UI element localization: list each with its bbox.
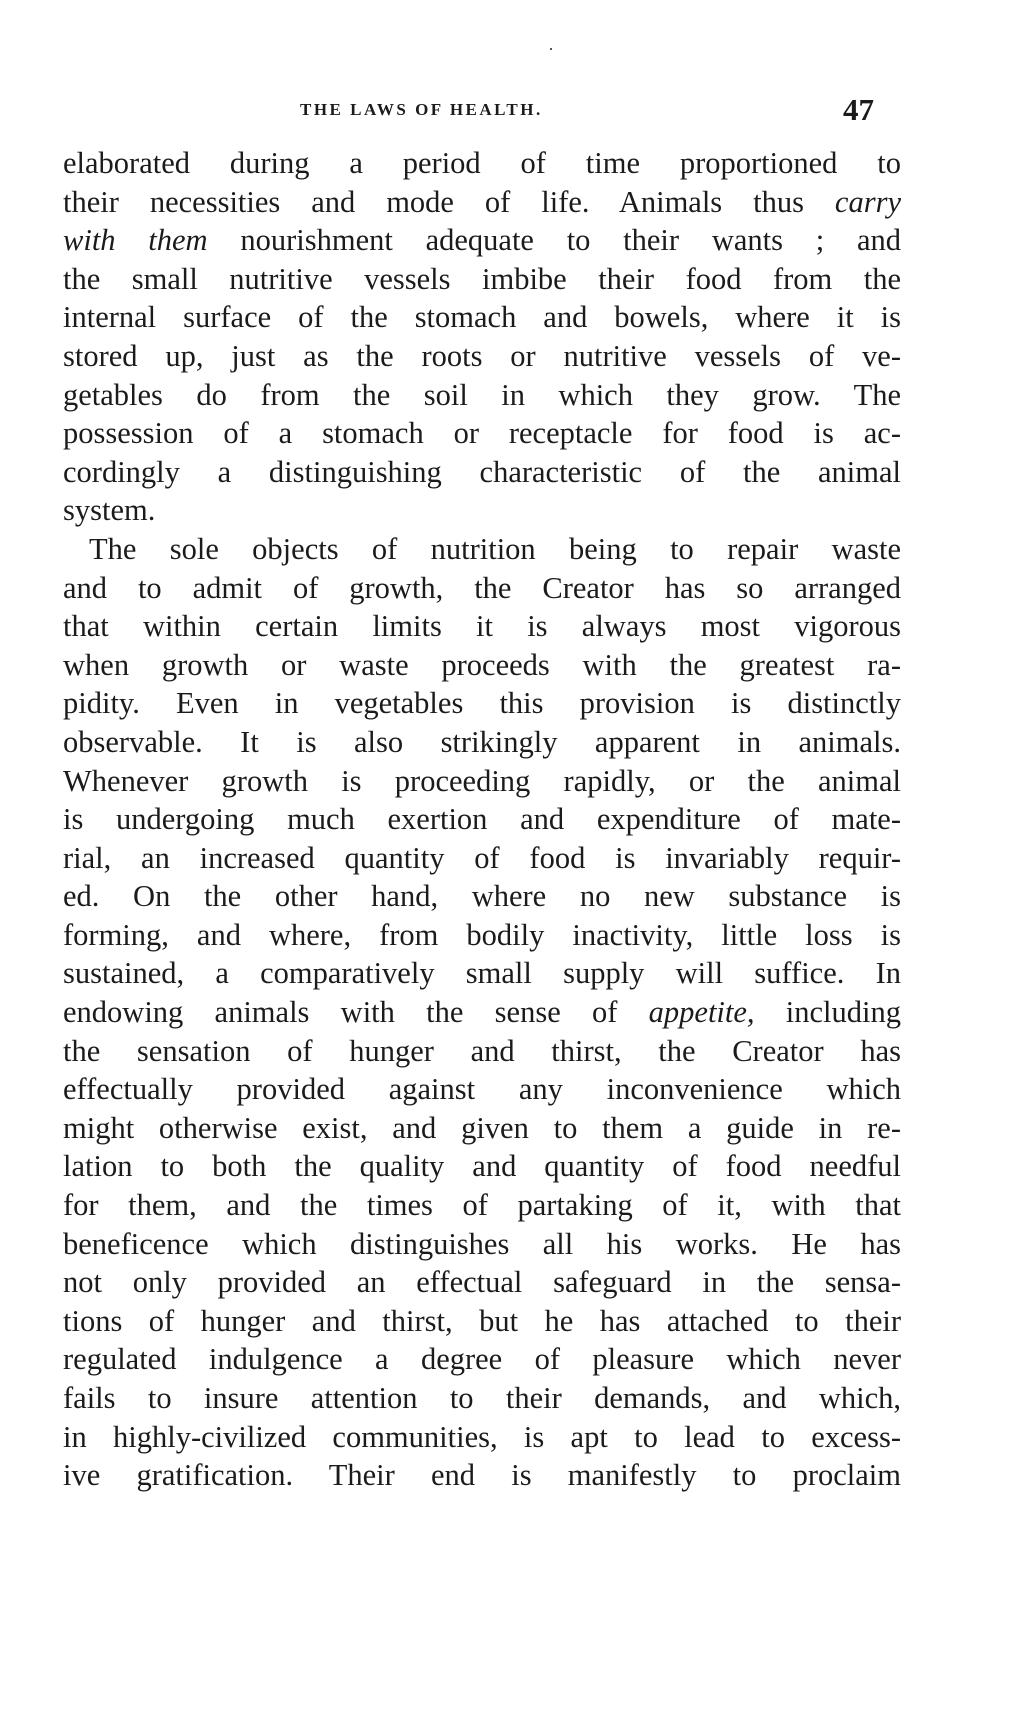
- text-segment: fails to insure attention to their demands, and which,: [63, 1381, 901, 1415]
- text-line: [63, 1302, 901, 1341]
- text-segment: Whenever growth is proceeding rapidly, or the animal: [63, 763, 901, 798]
- text-line: [63, 1147, 901, 1186]
- text-line: [63, 839, 901, 878]
- text-line: [63, 298, 901, 337]
- text-line: [63, 916, 901, 955]
- text-segment: pidity. Even in vegetables this provision is distinctly: [63, 686, 901, 721]
- text-line: [63, 800, 901, 839]
- text-line: [63, 376, 901, 415]
- text-segment: tions of hunger and thirst, but he has attached to their: [63, 1303, 901, 1338]
- text-line: [63, 414, 901, 453]
- text-segment: for them, and the times of partaking of it, with that: [63, 1188, 901, 1223]
- text-line: [63, 877, 901, 916]
- italic-text: carry: [834, 184, 901, 219]
- text-segment: The sole objects of nutrition being to repair waste: [89, 531, 901, 566]
- text-line: [63, 1379, 901, 1418]
- text-segment: sustained, a comparatively small supply will suffice. In: [63, 956, 901, 991]
- text-segment: elaborated during a period of time proportioned to: [63, 146, 901, 180]
- text-line: [63, 337, 901, 376]
- text-segment: beneficence which distinguishes all his works. He has: [63, 1226, 901, 1261]
- text-segment: including: [754, 995, 901, 1030]
- text-line: [63, 1186, 901, 1225]
- text-line: [63, 453, 901, 492]
- text-segment: nourishment adequate to their wants ; and: [207, 223, 901, 258]
- text-line: [63, 1070, 901, 1109]
- text-segment: rial, an increased quantity of food is invariably requir-: [63, 840, 901, 875]
- italic-text: with them: [63, 223, 208, 258]
- text-segment: that within certain limits it is always most vigorous: [63, 609, 901, 644]
- text-segment: stored up, just as the roots or nutritive vessels of ve-: [63, 338, 901, 373]
- running-head: THE LAWS OF HEALTH.: [300, 100, 543, 119]
- text-segment: their necessities and mode of life. Animals thus: [63, 184, 835, 219]
- text-segment: endowing animals with the sense of: [63, 995, 649, 1030]
- text-segment: getables do from the soil in which they grow. The: [63, 377, 901, 412]
- text-segment: ed. On the other hand, where no new substance is: [63, 879, 901, 914]
- text-segment: ive gratification. Their end is manifestly to proclaim: [63, 1458, 901, 1493]
- text-segment: not only provided an effectual safeguard in the sensa-: [63, 1265, 901, 1300]
- text-line: [63, 1109, 901, 1148]
- text-line: [63, 260, 901, 299]
- text-segment: the small nutritive vessels imbibe their food from the: [63, 261, 901, 296]
- text-line: [63, 221, 901, 260]
- text-line: [63, 762, 901, 801]
- text-line: [63, 684, 901, 723]
- body-text: [63, 144, 901, 1495]
- text-line: [63, 993, 901, 1032]
- text-line: [63, 1263, 901, 1302]
- text-line: [63, 569, 901, 608]
- text-line: [63, 607, 901, 646]
- text-line: [63, 183, 901, 222]
- text-segment: is undergoing much exertion and expenditure of mate-: [63, 802, 901, 837]
- text-line: [63, 144, 901, 183]
- text-line: [63, 1456, 901, 1495]
- page-number: 47: [843, 92, 874, 127]
- text-line: [63, 491, 901, 530]
- text-segment: possession of a stomach or receptacle for food is ac-: [63, 416, 901, 451]
- text-segment: forming, and where, from bodily inactivity, little loss is: [63, 917, 901, 952]
- text-segment: and to admit of growth, the Creator has so arranged: [63, 570, 901, 605]
- text-line: [63, 1418, 901, 1457]
- text-line: [63, 1032, 901, 1071]
- text-line: [63, 1225, 901, 1264]
- text-segment: observable. It is also strikingly apparent in animals.: [63, 724, 901, 759]
- text-segment: internal surface of the stomach and bowels, where it is: [63, 300, 901, 335]
- text-segment: when growth or waste proceeds with the greatest ra-: [63, 647, 901, 682]
- text-segment: might otherwise exist, and given to them a guide in re-: [63, 1110, 901, 1145]
- paper-speck: [550, 48, 552, 50]
- text-line: [63, 1340, 901, 1379]
- text-segment: regulated indulgence a degree of pleasure which never: [63, 1342, 901, 1377]
- text-segment: cordingly a distinguishing characteristic of the animal: [63, 454, 901, 489]
- italic-text: appetite,: [648, 995, 755, 1030]
- text-line: [63, 723, 901, 762]
- text-segment: lation to both the quality and quantity of food needful: [63, 1149, 901, 1184]
- text-line: [63, 954, 901, 993]
- text-segment: in highly-civilized communities, is apt to lead to excess-: [63, 1419, 901, 1454]
- text-segment: system.: [63, 493, 156, 528]
- text-segment: effectually provided against any inconvenience which: [63, 1072, 901, 1107]
- text-segment: the sensation of hunger and thirst, the Creator has: [63, 1033, 901, 1068]
- text-line: [63, 530, 901, 569]
- text-line: [63, 646, 901, 685]
